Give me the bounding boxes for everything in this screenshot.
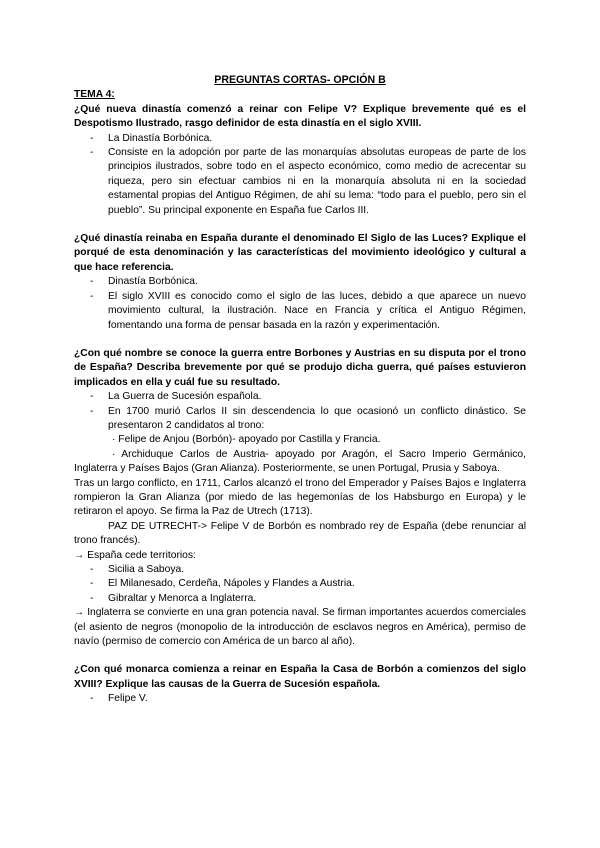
answer-3-bullet-2: - En 1700 murió Carlos II sin descendencia lo que ocasionó un conflicto dinástico. Se presentaron 2 candidatos al trono: bbox=[74, 405, 526, 434]
answer-1-bullet-1: - La Dinastía Borbónica. bbox=[74, 132, 526, 146]
territories-heading: → España cede territorios: bbox=[74, 549, 196, 561]
territory-2: - El Milanesado, Cerdeña, Nápoles y Flandes a Austria. bbox=[74, 577, 526, 591]
question-2: ¿Qué dinastía reinaba en España durante el denominado El Siglo de las Luces? Explique el porqué de esta denominación y las características del movimiento ideológico y cultural a que hace referencia. bbox=[74, 233, 526, 273]
candidate-1: · Felipe de Anjou (Borbón)- apoyado por Castilla y Francia. bbox=[112, 434, 381, 446]
document-page bbox=[74, 73, 526, 707]
answer-3-bullet-1: - La Guerra de Sucesión española. bbox=[74, 390, 526, 404]
territory-1: - Sicilia a Saboya. bbox=[74, 563, 526, 577]
answer-2-bullet-2: - El siglo XVIII es conocido como el siglo de las luces, debido a que aparece un nuevo movimiento cultural, la ilustración. Nace en Francia y crítica el Antiguo Régimen, fomentando una forma de pensar basada en la razón y experimentación. bbox=[74, 290, 526, 333]
section-heading: TEMA 4: bbox=[74, 89, 115, 101]
naval-power-paragraph: → Inglaterra se convierte en una gran potencia naval. Se firman importantes acuerdos comerciales (el asiento de negros (monopolio de la introducción de esclavos negros en América), permiso de navío (permiso de comercio con América de un barco al año). bbox=[74, 607, 526, 648]
war-outcome-paragraph: Tras un largo conflicto, en 1711, Carlos alcanzó el trono del Emperador y Países Bajos e Inglaterra rompieron la Gran Alianza (por miedo de las hegemonías de los Habsburgo en Europa) y le retiraron el apoyo. Se firma la Paz de Utrech (1713). bbox=[74, 477, 526, 518]
question-1: ¿Qué nueva dinastía comenzó a reinar con Felipe V? Explique brevemente qué es el Despotismo Ilustrado, rasgo definidor de esta dinastía en el siglo XVIII. bbox=[74, 103, 526, 130]
answer-1-bullet-2: - Consiste en la adopción por parte de las monarquías absolutas europeas de parte de los principios ilustrados, sobre todo en el aspecto económico, como medio de acrecentar su riqueza, pero sin efectuar cambios ni en la monarquía absoluta ni en la sociedad estamental propias del Antiguo Régimen, de ahí su lema: “todo para el pueblo, pero sin el pueblo”. Su principal exponente en España fue Carlos III. bbox=[74, 146, 526, 218]
territory-3: - Gibraltar y Menorca a Inglaterra. bbox=[74, 592, 526, 606]
question-4: ¿Con qué monarca comienza a reinar en España la Casa de Borbón a comienzos del siglo XVIII? Explique las causas de la Guerra de Sucesión española. bbox=[74, 664, 526, 690]
question-3: ¿Con qué nombre se conoce la guerra entre Borbones y Austrias en su disputa por el trono de España? Describa brevemente por qué se produjo dicha guerra, qué países estuvieron implicados en ella y cuál fue su resultado. bbox=[74, 347, 526, 388]
paz-utrecht: PAZ DE UTRECHT-> Felipe V de Borbón es nombrado rey de España (debe renunciar al trono francés). bbox=[74, 520, 526, 547]
answer-4-bullet-1: - Felipe V. bbox=[74, 692, 526, 706]
document-title: PREGUNTAS CORTAS- OPCIÓN B bbox=[214, 74, 386, 86]
answer-2-bullet-1: - Dinastía Borbónica. bbox=[74, 275, 526, 289]
candidate-2: · Archiduque Carlos de Austria- apoyado por Aragón, el Sacro Imperio Germánico, Inglaterra y Países Bajos (Gran Alianza). Posteriormente, se unen Portugal, Prusia y Saboya. bbox=[74, 448, 526, 475]
